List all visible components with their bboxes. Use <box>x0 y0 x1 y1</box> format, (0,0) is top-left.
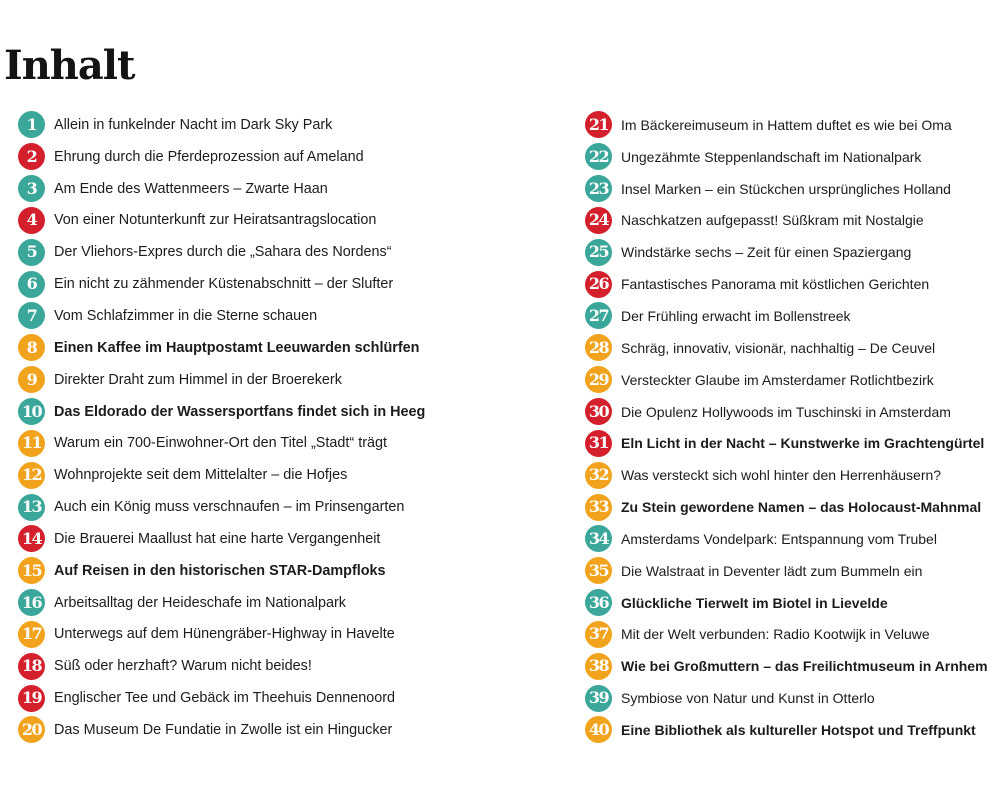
toc-entry[interactable] <box>18 364 578 396</box>
toc-entry[interactable] <box>18 587 578 619</box>
toc-column-right <box>585 109 1000 746</box>
chapter-number-badge: 23 <box>585 175 612 202</box>
chapter-title: Glückliche Tierwelt im Biotel in Lievelde <box>621 594 888 611</box>
chapter-title: Wie bei Großmuttern – das Freilichtmuseum in Arnhem <box>621 658 988 675</box>
chapter-number-badge: 10 <box>18 398 45 425</box>
chapter-number-badge: 3 <box>18 175 45 202</box>
toc-entry[interactable] <box>18 714 578 746</box>
chapter-number-badge: 40 <box>585 716 612 743</box>
chapter-title: Das Eldorado der Wassersportfans findet sich in Heeg <box>54 403 426 420</box>
toc-entry[interactable] <box>18 332 578 364</box>
page-title: Inhalt <box>4 42 135 89</box>
chapter-title: Zu Stein gewordene Namen – das Holocaust-Mahnmal <box>621 499 982 516</box>
toc-entry[interactable] <box>585 523 1000 555</box>
chapter-title: Einen Kaffee im Hauptpostamt Leeuwarden schlürfen <box>54 339 420 356</box>
toc-entry[interactable] <box>585 268 1000 300</box>
toc-entry[interactable] <box>18 682 578 714</box>
toc-entry[interactable] <box>585 332 1000 364</box>
chapter-number-badge: 26 <box>585 271 612 298</box>
chapter-number-badge: 37 <box>585 621 612 648</box>
chapter-number-badge: 8 <box>18 334 45 361</box>
chapter-number-badge: 15 <box>18 557 45 584</box>
chapter-title: Unterwegs auf dem Hünengräber-Highway in Havelte <box>54 626 395 643</box>
chapter-title: Von einer Notunterkunft zur Heiratsantragslocation <box>54 212 377 229</box>
toc-entry[interactable] <box>18 650 578 682</box>
chapter-title: Am Ende des Wattenmeers – Zwarte Haan <box>54 180 328 197</box>
chapter-number-badge: 22 <box>585 143 612 170</box>
chapter-number-badge: 33 <box>585 494 612 521</box>
chapter-number-badge: 29 <box>585 366 612 393</box>
chapter-number-badge: 13 <box>18 494 45 521</box>
toc-entry[interactable] <box>585 619 1000 651</box>
toc-entry[interactable] <box>585 300 1000 332</box>
chapter-title: Windstärke sechs – Zeit für einen Spaziergang <box>621 244 912 261</box>
chapter-number-badge: 5 <box>18 239 45 266</box>
chapter-title: Allein in funkelnder Nacht im Dark Sky Park <box>54 116 333 133</box>
chapter-title: Eln Licht in der Nacht – Kunstwerke im Grachtengürtel <box>621 435 985 452</box>
toc-entry[interactable] <box>18 491 578 523</box>
chapter-title: Arbeitsalltag der Heideschafe im Nationalpark <box>54 594 346 611</box>
chapter-number-badge: 34 <box>585 525 612 552</box>
chapter-title: Süß oder herzhaft? Warum nicht beides! <box>54 658 312 675</box>
chapter-number-badge: 11 <box>18 430 45 457</box>
chapter-number-badge: 14 <box>18 525 45 552</box>
chapter-number-badge: 9 <box>18 366 45 393</box>
chapter-title: Die Brauerei Maallust hat eine harte Vergangenheit <box>54 530 381 547</box>
chapter-title: Der Frühling erwacht im Bollenstreek <box>621 307 851 324</box>
chapter-title: Amsterdams Vondelpark: Entspannung vom Trubel <box>621 530 937 547</box>
chapter-title: Die Walstraat in Deventer lädt zum Bummeln ein <box>621 562 923 579</box>
chapter-number-badge: 30 <box>585 398 612 425</box>
toc-entry[interactable] <box>585 682 1000 714</box>
toc-entry[interactable] <box>585 364 1000 396</box>
chapter-title: Vom Schlafzimmer in die Sterne schauen <box>54 307 318 324</box>
chapter-title: Das Museum De Fundatie in Zwolle ist ein Hingucker <box>54 721 393 738</box>
toc-entry[interactable] <box>18 459 578 491</box>
toc-entry[interactable] <box>585 587 1000 619</box>
toc-entry[interactable] <box>18 300 578 332</box>
chapter-number-badge: 21 <box>585 111 612 138</box>
chapter-title: Englischer Tee und Gebäck im Theehuis Dennenoord <box>54 690 396 707</box>
chapter-title: Ehrung durch die Pferdeprozession auf Ameland <box>54 148 364 165</box>
chapter-title: Fantastisches Panorama mit köstlichen Gerichten <box>621 276 930 293</box>
chapter-number-badge: 7 <box>18 302 45 329</box>
chapter-number-badge: 18 <box>18 653 45 680</box>
chapter-number-badge: 39 <box>585 685 612 712</box>
chapter-number-badge: 19 <box>18 685 45 712</box>
toc-entry[interactable] <box>18 205 578 237</box>
toc-entry[interactable] <box>18 396 578 428</box>
toc-entry[interactable] <box>585 205 1000 237</box>
chapter-number-badge: 31 <box>585 430 612 457</box>
toc-entry[interactable] <box>18 523 578 555</box>
chapter-number-badge: 16 <box>18 589 45 616</box>
chapter-title: Die Opulenz Hollywoods im Tuschinski in Amsterdam <box>621 403 951 420</box>
chapter-title: Direkter Draht zum Himmel in der Broerekerk <box>54 371 342 388</box>
chapter-number-badge: 1 <box>18 111 45 138</box>
chapter-number-badge: 2 <box>18 143 45 170</box>
chapter-title: Im Bäckereimuseum in Hattem duftet es wie bei Oma <box>621 116 952 133</box>
toc-entry[interactable] <box>585 109 1000 141</box>
toc-entry[interactable] <box>18 173 578 205</box>
chapter-title: Symbiose von Natur und Kunst in Otterlo <box>621 690 875 707</box>
chapter-number-badge: 24 <box>585 207 612 234</box>
chapter-title: Ungezähmte Steppenlandschaft im Nationalpark <box>621 148 922 165</box>
toc-entry[interactable] <box>585 491 1000 523</box>
chapter-number-badge: 12 <box>18 462 45 489</box>
chapter-title: Der Vliehors-Expres durch die „Sahara des Nordens“ <box>54 244 392 261</box>
toc-entry[interactable] <box>585 173 1000 205</box>
chapter-number-badge: 6 <box>18 271 45 298</box>
chapter-number-badge: 36 <box>585 589 612 616</box>
chapter-number-badge: 32 <box>585 462 612 489</box>
chapter-title: Naschkatzen aufgepasst! Süßkram mit Nostalgie <box>621 212 924 229</box>
chapter-title: Insel Marken – ein Stückchen ursprüngliches Holland <box>621 180 951 197</box>
chapter-number-badge: 25 <box>585 239 612 266</box>
chapter-number-badge: 27 <box>585 302 612 329</box>
toc-entry[interactable] <box>18 268 578 300</box>
chapter-title: Ein nicht zu zähmender Küstenabschnitt – der Slufter <box>54 276 394 293</box>
toc-column-left <box>18 109 578 746</box>
toc-entry[interactable] <box>585 555 1000 587</box>
toc-entry[interactable] <box>585 141 1000 173</box>
chapter-title: Schräg, innovativ, visionär, nachhaltig – De Ceuvel <box>621 339 936 356</box>
toc-entry[interactable] <box>18 555 578 587</box>
toc-entry[interactable] <box>18 141 578 173</box>
chapter-title: Auf Reisen in den historischen STAR-Dampfloks <box>54 562 386 579</box>
chapter-number-badge: 20 <box>18 716 45 743</box>
toc-entry[interactable] <box>585 650 1000 682</box>
toc-entry[interactable] <box>585 396 1000 428</box>
chapter-title: Warum ein 700-Einwohner-Ort den Titel „Stadt“ trägt <box>54 435 387 452</box>
chapter-number-badge: 4 <box>18 207 45 234</box>
toc-entry[interactable] <box>18 619 578 651</box>
toc-entry[interactable] <box>18 427 578 459</box>
chapter-number-badge: 17 <box>18 621 45 648</box>
toc-entry[interactable] <box>585 714 1000 746</box>
chapter-title: Auch ein König muss verschnaufen – im Prinsengarten <box>54 499 405 516</box>
chapter-title: Mit der Welt verbunden: Radio Kootwijk in Veluwe <box>621 626 930 643</box>
chapter-title: Was versteckt sich wohl hinter den Herrenhäusern? <box>621 467 942 484</box>
toc-entry[interactable] <box>18 236 578 268</box>
chapter-title: Wohnprojekte seit dem Mittelalter – die Hofjes <box>54 467 348 484</box>
toc-entry[interactable] <box>585 459 1000 491</box>
chapter-title: Versteckter Glaube im Amsterdamer Rotlichtbezirk <box>621 371 934 388</box>
toc-entry[interactable] <box>585 236 1000 268</box>
chapter-title: Eine Bibliothek als kultureller Hotspot und Treffpunkt <box>621 721 976 738</box>
chapter-number-badge: 38 <box>585 653 612 680</box>
chapter-number-badge: 28 <box>585 334 612 361</box>
chapter-number-badge: 35 <box>585 557 612 584</box>
toc-entry[interactable] <box>18 109 578 141</box>
toc-entry[interactable] <box>585 427 1000 459</box>
